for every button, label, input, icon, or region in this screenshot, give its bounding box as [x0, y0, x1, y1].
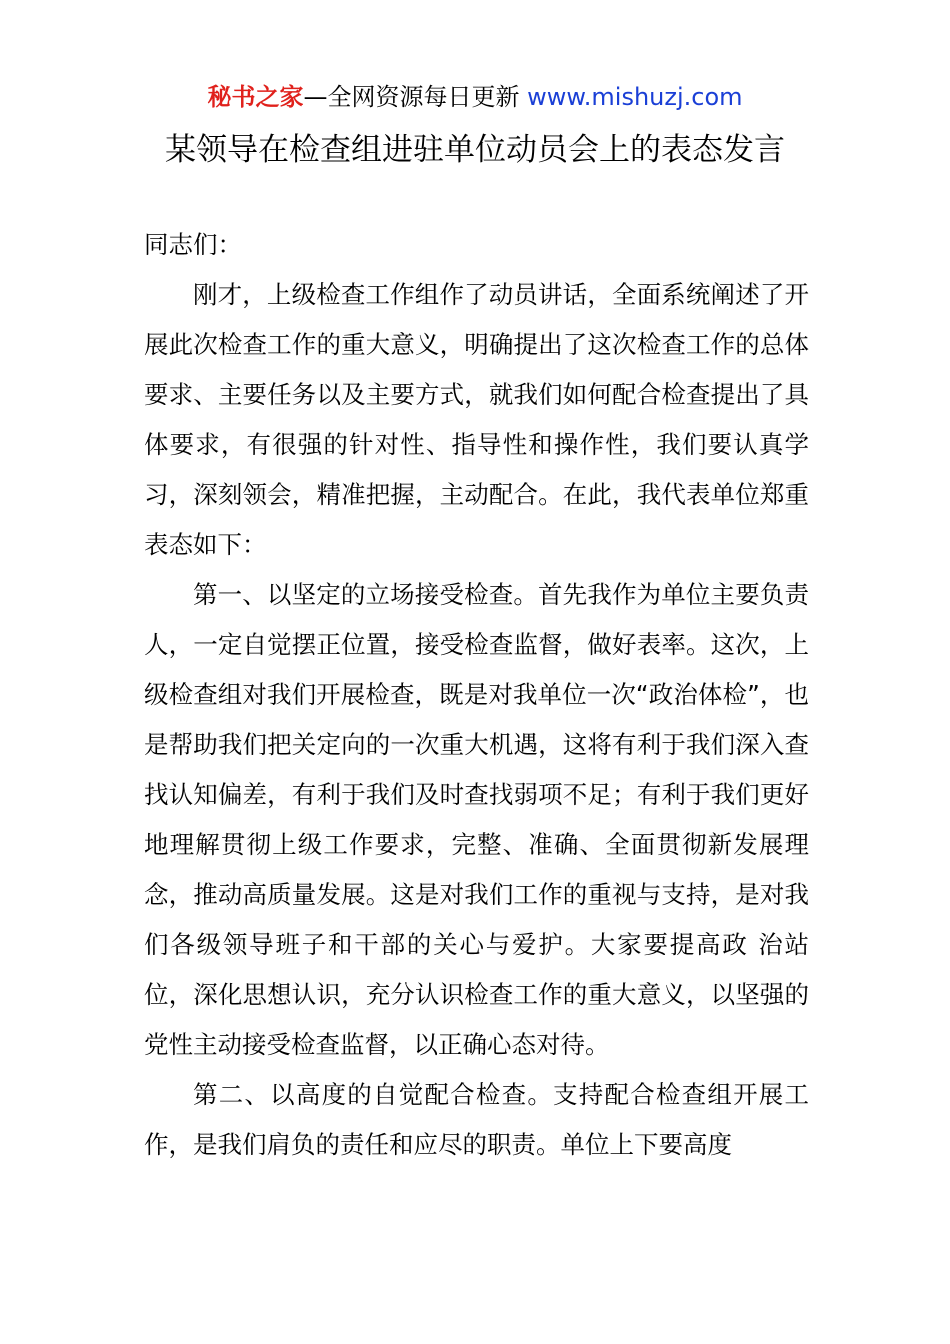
paragraph-first-point: 第一、以坚定的立场接受检查。首先我作为单位主要负责人，一定自觉摆正位置，接受检查监督，做好表率。这次，上级检查组对我们开展检查，既是对我单位一次“政治体检”，也是帮助我们把关定向的一次重大机遇，这将有利于我们深入查找认知偏差，有利于我们及时查找弱项不足；有利于我们更好地理解贯彻上级工作要求，完整、准确、全面贯彻新发展理念，推动高质量发展。这是对我们工作的重视与支持，是对我们各级领导班子和干部的关心与爱护。大家要提高政 治站位，深化思想认识，充分认识检查工作的重大意义，以坚强的党性主动接受检查监督，以正确心态对待。	[144, 580, 809, 1059]
document-body	[144, 220, 809, 1170]
salutation: 同志们：	[144, 230, 242, 259]
document-title: 某领导在检查组进驻单位动员会上的表态发言	[165, 132, 785, 168]
site-header	[0, 80, 950, 114]
site-url-link[interactable]: www.mishuzj.com	[527, 83, 743, 111]
header-tagline: —全网资源每日更新	[303, 83, 528, 111]
paragraph-intro: 刚才，上级检查工作组作了动员讲话，全面系统阐述了开展此次检查工作的重大意义，明确提出了这次检查工作的总体要求、主要任务以及主要方式，就我们如何配合检查提出了具体要求，有很强的针对性、指导性和操作性，我们要认真学习，深刻领会，精准把握，主动配合。在此，我代表单位郑重表态如下：	[144, 280, 809, 559]
brand-name: 秘书之家	[207, 83, 304, 111]
paragraph-second-point: 第二、以高度的自觉配合检查。支持配合检查组开展工作，是我们肩负的责任和应尽的职责。单位上下要高度	[144, 1080, 809, 1159]
